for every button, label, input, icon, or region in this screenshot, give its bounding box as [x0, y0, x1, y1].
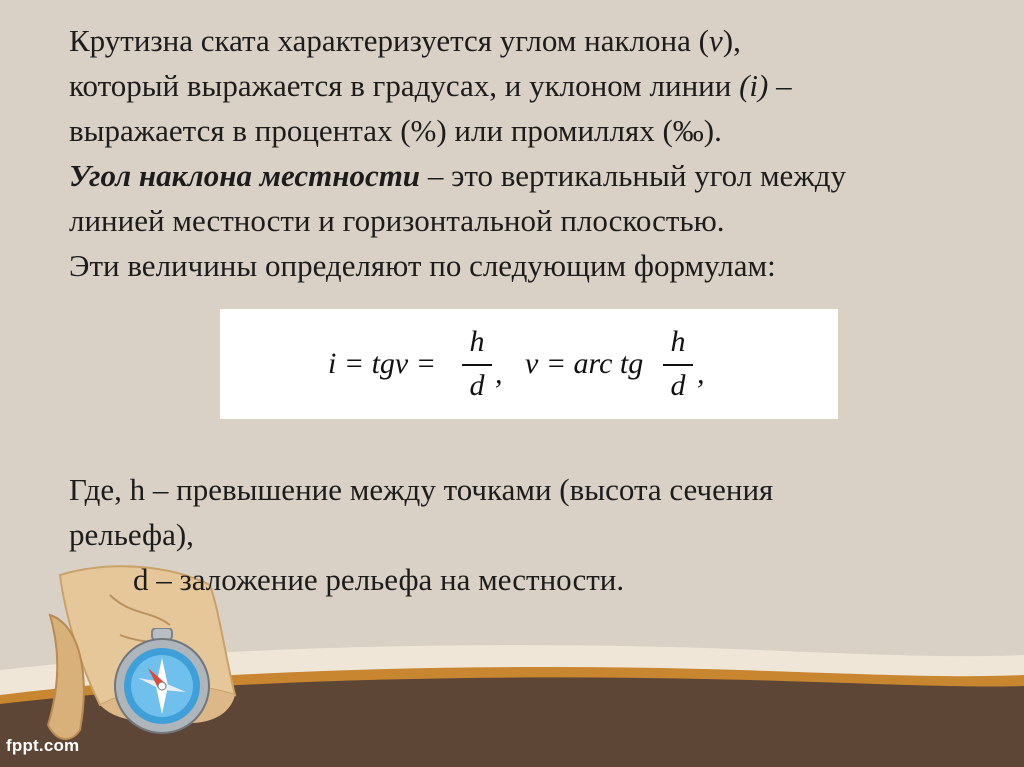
numerator-1: h: [469, 325, 485, 358]
numerator-2: h: [670, 325, 686, 358]
formula-part-1: i = tgν =: [328, 347, 436, 380]
footer-brand: fppt.com: [6, 736, 80, 755]
fraction-bar-2: [663, 364, 693, 366]
comma-1: ,: [495, 357, 503, 390]
legend-line-1: Где, h – превышение между точками (высота сечения: [69, 472, 774, 507]
intro-line-5: линией местности и горизонтальной плоскостью.: [69, 203, 725, 238]
legend-text: [69, 467, 1009, 602]
formula: [220, 309, 838, 419]
formula-part-2: ν = arc tg: [525, 347, 644, 380]
legend-line-3: d – заложение рельефа на местности.: [133, 562, 625, 597]
var-i: (i): [739, 68, 769, 103]
denominator-2: d: [670, 369, 686, 402]
denominator-1: d: [469, 369, 485, 402]
formula-box: [220, 309, 838, 419]
fraction-bar-1: [462, 364, 492, 366]
intro-text: [69, 18, 1009, 288]
legend-line-2: рельефа),: [69, 517, 194, 552]
intro-line-2: который выражается в градусах, и уклоном линии (i) –: [69, 68, 792, 103]
var-v: v: [708, 23, 723, 58]
comma-2: ,: [697, 357, 705, 390]
intro-line-1: Крутизна ската характеризуется углом наклона (v),: [69, 23, 741, 58]
term-slope-angle: Угол наклона местности: [69, 158, 421, 193]
intro-line-3: выражается в процентах (%) или промиллях (‰).: [69, 113, 722, 148]
compass-icon: [112, 628, 212, 736]
definition-line: Угол наклона местности – это вертикальный угол между: [69, 158, 847, 193]
intro-line-6: Эти величины определяют по следующим формулам:: [69, 248, 776, 283]
